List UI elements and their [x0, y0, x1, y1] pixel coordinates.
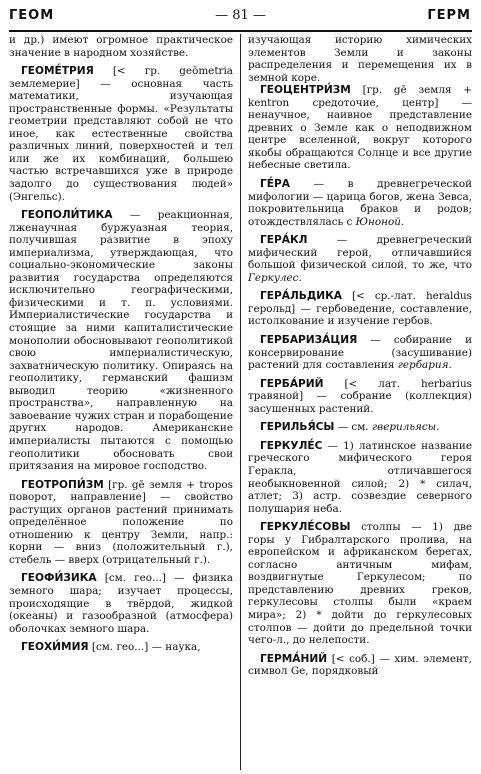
dictionary-entry [248, 653, 472, 678]
dictionary-entry [9, 209, 233, 472]
entry-headword: ГЕОТРОПИ́ЗМ [21, 478, 104, 491]
entry-definition: [< лат. herbarius травяной] — собрание (коллекция) засушенных растений. [248, 377, 472, 415]
entry-definition: [< соб.] — хим. элемент, символ Ge, порядковый [248, 652, 472, 678]
right-column [248, 34, 472, 770]
entry-headword: ГЕРМА́НИЙ [260, 652, 328, 665]
dictionary-entry [248, 440, 472, 515]
entry-headword: ГЕРБА́РИЙ [260, 377, 324, 390]
entry-cross-reference: Геркулес. [248, 271, 302, 284]
dictionary-entry [248, 84, 472, 172]
entry-definition: — см. [334, 421, 372, 434]
entry-headword: ГЕОХИ́МИЯ [21, 641, 89, 654]
dictionary-entry [248, 234, 472, 284]
dictionary-entry [248, 334, 472, 372]
entry-headword: ГЕРКУЛЕ́С [260, 439, 323, 452]
dictionary-entry [9, 65, 233, 203]
dictionary-entry [248, 421, 472, 434]
entry-headword: ГЕРКУЛЕ́СОВЫ [260, 521, 351, 534]
entry-headword: ГЕ́РА [260, 178, 290, 191]
entry-definition: [гр. gē земля + tropos поворот, направление] — свойство растущих органов растений принимать определённое положение по отношению к центру Земли, напр.: корни — вниз (положительный г.), стебель — вверх (отрицательный г.). [9, 478, 233, 566]
entry-headword: ГЕОЦЕНТРИ́ЗМ [260, 84, 351, 97]
column-divider [240, 34, 241, 770]
header-rule [9, 30, 472, 32]
entry-definition: [см. гео...] — физика земного шара; изучает процессы, происходящие в твёрдой, жидкой (океаны) и газообразной (атмосфера) оболочках земного шара. [9, 572, 233, 635]
entry-definition: — в древнегреческой мифологии — царица богов, жена Зевса, покровительница браков и родов; отождествлялась с [248, 178, 472, 228]
entry-definition: [< гр. geōmetria землемерие] — основная часть математики, изучающая пространственные формы. «Результаты геометрии представляют собой не что иное, как естественные свойства различных линий, поверхностей и тел или же их комбинаций, большею частью встречавшихся уже в природе задолго до существования людей» (Энгельс). [9, 65, 233, 203]
continuation-text: изучающая историю химических элементов Земли и законы распределения и перемещения их в земной коре. [248, 34, 472, 84]
continuation-text: и др.) имеют огромное практическое значение в народном хозяйстве. [9, 34, 233, 59]
entry-cross-reference: Юноной. [355, 215, 405, 228]
entry-headword: ГЕРА́КЛ [260, 234, 308, 247]
entry-cross-reference: гверильясы. [371, 421, 440, 434]
entry-definition: [гр. gē земля + kentron средоточие, центр] — ненаучное, наивное представление древних о Земле как о неподвижном центре вселенной, вокруг которого якобы обращаются Солнце и все другие небесные светила. [248, 84, 472, 172]
entry-cross-reference: гербария. [397, 359, 452, 372]
entry-headword: ГЕРБАРИЗА́ЦИЯ [260, 334, 358, 347]
header-left-guideword: ГЕОМ [9, 8, 55, 23]
left-column [9, 34, 233, 770]
entry-definition: — реакционная, лженаучная буржуазная теория, получившая развитие в эпоху империализма, утверждающая, что социально-экономические законы развития государства определяются исключительно географическими, физическими и т. п. условиями. Империалистические государства и стоящие за ними капиталистические монополии обосновывают геополитикой свою империалистическую, захватническую политику. Опираясь на геополитику, германский фашизм выводил теорию «жизненного пространства», направленную на завоевание чужих стран и порабощение других народов. Американские империалисты пытаются с помощью геополитики обосновать свои притязания на мировое господство. [9, 209, 233, 473]
running-header [0, 6, 481, 26]
entry-definition: [< ср.-лат. heraldus герольд] — гербоведение, составление, истолкование и изучение гербов. [248, 290, 472, 328]
entry-headword: ГЕРИЛЬЯ́СЫ [260, 421, 335, 434]
entry-definition: — собирание и консервирование (засушивание) растений для составления [248, 334, 472, 372]
entry-definition: — древнегреческий мифический герой, отличавшийся большой физической силой, то же, что [248, 234, 472, 272]
header-right-guideword: ГЕРМ [427, 8, 471, 23]
entry-headword: ГЕОМЕ́ТРИЯ [21, 65, 94, 78]
dictionary-entry [9, 479, 233, 567]
dictionary-entry [248, 290, 472, 328]
entry-definition: столпы — 1) две горы у Гибралтарского пролива, на европейском и африканском берегах, согласно античным мифам, воздвигнутые Геркулесом; по представлению древних греков, геркулесовы столпы были «краем мира»; 2) * дойти до геркулесовых столпов — дойти до предельной точки чего-л., до нелепости. [248, 521, 472, 647]
entry-headword: ГЕОПОЛИ́ТИКА [21, 209, 113, 222]
dictionary-entry [248, 378, 472, 416]
dictionary-entry [9, 572, 233, 635]
dictionary-entry [248, 178, 472, 228]
entry-headword: ГЕРА́ЛЬДИКА [260, 290, 342, 303]
page-number: — 81 — [215, 8, 266, 23]
entry-headword: ГЕОФИ́ЗИКА [21, 572, 97, 585]
entry-definition: — 1) латинское название греческого мифического героя Геракла, отличавшегося необыкновенной силой; 2) * силач, атлет; 3) астр. созвездие северного полушария неба. [248, 439, 472, 515]
dictionary-entry [9, 641, 233, 654]
entry-definition: [см. гео...] — наука, [88, 641, 201, 654]
dictionary-entry [248, 521, 472, 646]
